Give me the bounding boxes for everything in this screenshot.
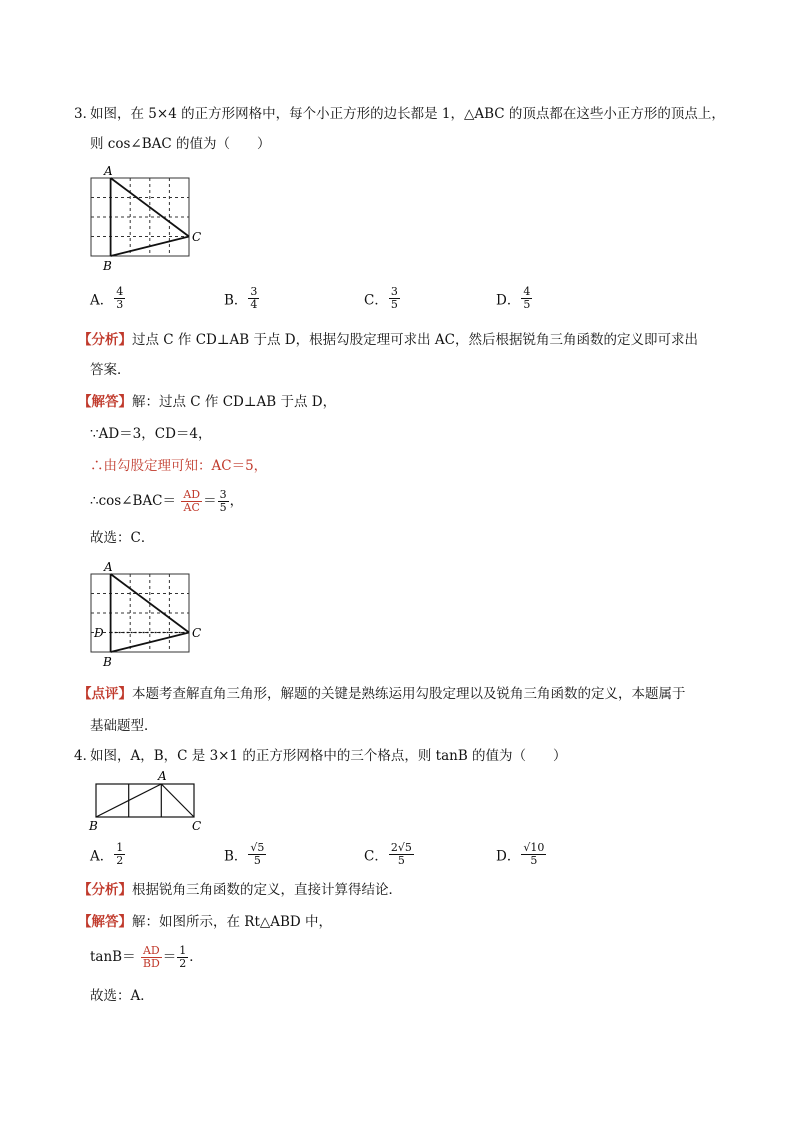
q3-comment-line1: 本题考查解直角三角形，解题的关键是熟练运用勾股定理以及锐角三角函数的定义，本题属于	[132, 686, 686, 702]
q4-option-c-frac	[389, 842, 414, 867]
q3-solution-frac1-num: AD	[183, 488, 201, 501]
q3-analysis-line1: 过点 C 作 CD⊥AB 于点 D，根据勾股定理可求出 AC，然后根据锐角三角函数的定义即可求出	[132, 332, 698, 348]
q4-solution-line1: 解：如图所示，在 Rt△ABD 中，	[132, 914, 333, 930]
q4-analysis-tag: 【分析】	[78, 882, 132, 898]
q4-option-c-num: 2√5	[390, 841, 412, 854]
q3-option-a-frac	[114, 286, 125, 311]
q3-option-c	[364, 286, 401, 311]
q3-fig2-label-c: C	[192, 626, 202, 640]
q4-option-a-den: 2	[116, 854, 124, 867]
q3-number: 3．	[74, 106, 97, 122]
q3-analysis-line2: 答案．	[90, 362, 131, 378]
q3-option-d-letter: D．	[496, 292, 521, 309]
q3-solution-equals: ＝	[203, 493, 217, 509]
q3-solution-head	[78, 392, 336, 412]
q3-solution-frac1	[181, 489, 202, 514]
q4-stem: 如图，A，B，C 是 3×1 的正方形网格中的三个格点，则 tanB 的值为（ ）	[90, 748, 567, 764]
q4-solution-frac1-den: BD	[142, 957, 160, 970]
q3-solution-line4-suffix: ，	[229, 493, 244, 509]
q3-solution-line3: ∴由勾股定理可知：AC＝5，	[90, 458, 268, 474]
q4-solution-frac2-den: 2	[179, 957, 187, 970]
q3-fig1-label-b: B	[103, 259, 112, 273]
q4-option-b-letter: B．	[224, 848, 248, 865]
q3-choice: 故选：C．	[90, 530, 155, 546]
q4-option-d	[496, 842, 547, 867]
q4-option-b-num: √5	[250, 841, 265, 854]
q4-option-d-letter: D．	[496, 848, 521, 865]
q3-fig2-label-a: A	[104, 560, 113, 574]
q3-option-a	[90, 286, 126, 311]
q3-stem-line2: 则 cos∠BAC 的值为（ ）	[90, 136, 271, 152]
q4-option-b-den: 5	[253, 854, 261, 867]
q3-solution-frac2-num: 3	[219, 488, 227, 501]
q3-solution-line4-prefix: ∴cos∠BAC＝	[90, 493, 177, 509]
q3-option-b	[224, 286, 260, 311]
q3-option-c-den: 5	[390, 298, 398, 311]
q4-solution-frac2	[177, 945, 188, 970]
q3-fig1-label-c: C	[192, 230, 202, 244]
q3-fig1-label-a: A	[104, 164, 113, 178]
q3-solution-frac2-den: 5	[219, 501, 227, 514]
q3-solution-line2: ∵AD＝3，CD＝4，	[90, 426, 212, 442]
q4-choice: 故选：A．	[90, 988, 154, 1004]
q3-option-a-den: 3	[116, 298, 124, 311]
q3-option-c-num: 3	[390, 285, 398, 298]
q4-fig-label-a: A	[158, 769, 167, 783]
q4-solution-equals: ＝	[162, 949, 177, 965]
q4-option-b-frac	[248, 842, 266, 867]
q4-option-b	[224, 842, 267, 867]
q4-analysis-text: 根据锐角三角函数的定义，直接计算得结论．	[132, 882, 402, 898]
q4-solution-line2-prefix: tanB＝	[90, 949, 136, 965]
q4-option-a-letter: A．	[90, 848, 114, 865]
q3-comment-line2: 基础题型．	[90, 718, 158, 734]
q3-option-d-den: 5	[523, 298, 531, 311]
q4-solution-head	[78, 912, 332, 932]
q3-option-c-frac	[389, 286, 400, 311]
q4-fig-label-c: C	[192, 819, 202, 833]
q4-option-d-den: 5	[530, 854, 538, 867]
q3-option-d-frac	[521, 286, 532, 311]
q3-solution-line4	[90, 486, 243, 516]
q4-option-c-den: 5	[397, 854, 405, 867]
q4-solution-frac2-num: 1	[179, 944, 187, 957]
q3-option-b-letter: B．	[224, 292, 248, 309]
q4-solution-frac1-num: AD	[142, 944, 160, 957]
q4-option-c-letter: C．	[364, 848, 388, 865]
q3-comment	[78, 684, 686, 704]
q3-option-b-num: 3	[250, 285, 258, 298]
q3-solution-frac1-den: AC	[183, 501, 200, 514]
q3-solution-tag: 【解答】	[78, 394, 132, 410]
q3-analysis-tag: 【分析】	[78, 332, 132, 348]
q4-option-c	[364, 842, 415, 867]
q3-option-b-frac	[248, 286, 259, 311]
q4-option-a	[90, 842, 126, 867]
q4-solution-tag: 【解答】	[78, 914, 132, 930]
q3-fig2-label-d: D	[94, 626, 104, 640]
q3-option-a-num: 4	[116, 285, 124, 298]
q4-solution-line2-suffix: ．	[189, 949, 203, 965]
q4-number: 4．	[74, 748, 97, 764]
q3-solution-line1: 解：过点 C 作 CD⊥AB 于点 D，	[132, 394, 337, 410]
q4-solution-frac1	[141, 945, 162, 970]
q3-option-d-num: 4	[523, 285, 531, 298]
q3-figure-grid	[86, 164, 206, 274]
q4-figure-grid	[86, 768, 210, 834]
q3-stem-line1: 如图，在 5×4 的正方形网格中，每个小正方形的边长都是 1，△ABC 的顶点都在这些小正方形的顶点上，	[90, 106, 725, 122]
q4-fig-label-b: B	[89, 819, 98, 833]
q3-option-a-letter: A．	[90, 292, 114, 309]
q4-option-a-num: 1	[116, 841, 124, 854]
q3-comment-tag: 【点评】	[78, 686, 132, 702]
q4-option-a-frac	[114, 842, 125, 867]
q3-solution-frac2	[218, 489, 229, 514]
q4-option-d-num: √10	[523, 841, 545, 854]
q4-analysis	[78, 880, 402, 900]
q4-solution-line2	[90, 942, 203, 972]
q3-option-b-den: 4	[250, 298, 258, 311]
q3-analysis	[78, 330, 698, 350]
q3-option-d	[496, 286, 533, 311]
q4-option-d-frac	[521, 842, 546, 867]
q3-figure-grid-with-d	[86, 560, 206, 670]
q3-fig2-label-b: B	[103, 655, 112, 669]
q3-option-c-letter: C．	[364, 292, 388, 309]
